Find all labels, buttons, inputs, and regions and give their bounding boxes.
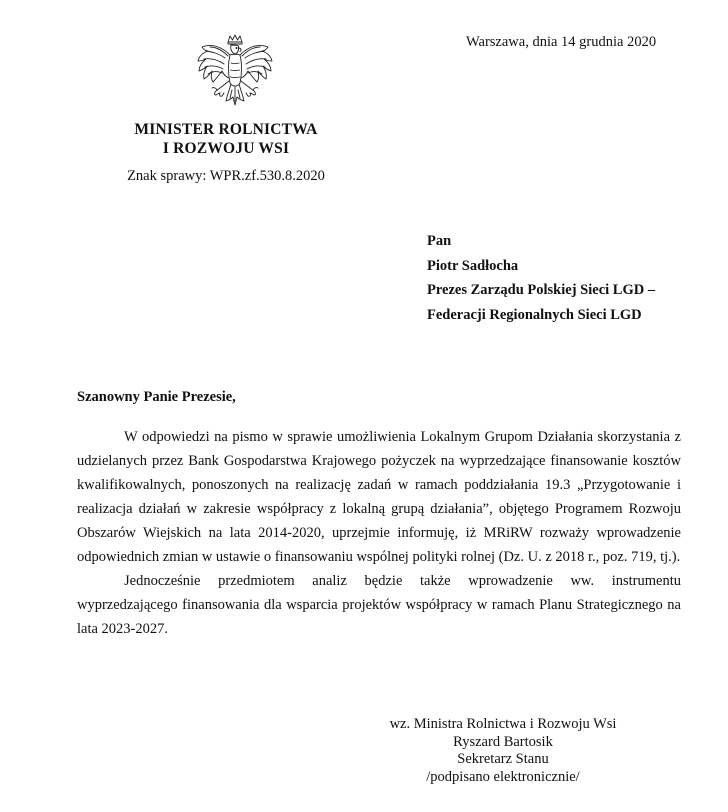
recipient-position: Prezes Zarządu Polskiej Sieci LGD –: [427, 282, 656, 299]
body-paragraph: W odpowiedzi na pismo w sprawie umożliwienia Lokalnym Grupom Działania skorzystania z udzielanych przez Bank Gospodarstwa Krajowego pożyczek na wyprzedzające finansowanie kosztów kwalifikowalnych, ponoszonych na realizację zadań w ramach poddziałania 19.3 „Przygotowanie i realizacja działań w zakresie współpracy z lokalną grupą działania”, objętego Programem Rozwoju Obszarów Wiejskich na lata 2014-2020, uprzejmie informuję, iż MRiRW rozważy wprowadzenie odpowiednich zmian w ustawie o finansowaniu wspólnej polityki rolnej (Dz. U. z 2018 r., poz. 719, tj.).: [77, 429, 681, 565]
recipient-name: Piotr Sadłocha: [427, 257, 519, 274]
signatory-name: Ryszard Bartosik: [453, 733, 553, 750]
signatory-position: Sekretarz Stanu: [457, 751, 549, 767]
salutation: Szanowny Panie Prezesie,: [77, 389, 236, 405]
ministry-name-line2: I ROZWOJU WSI: [162, 140, 290, 157]
place-and-date: Warszawa, dnia 14 grudnia 2020: [466, 34, 657, 50]
body-paragraph: Jednocześnie przedmiotem analiz będzie także wprowadzenie ww. instrumentu wyprzedzającego finansowania dla wsparcia projektów współpracy w ramach Planu Strategicznego na lata 2023-2027.: [77, 573, 681, 637]
recipient-organization: Federacji Regionalnych Sieci LGD: [427, 307, 642, 324]
letter-body: [77, 425, 681, 641]
signature-on-behalf: wz. Ministra Rolnictwa i Rozwoju Wsi: [389, 716, 617, 732]
recipient-address: [427, 229, 655, 328]
case-reference: Znak sprawy: WPR.zf.530.8.2020: [127, 168, 325, 184]
ministry-header: [100, 120, 352, 185]
electronic-signature-note: /podpisano elektronicznie/: [426, 768, 580, 785]
signature-block: [358, 716, 648, 786]
recipient-title: Pan: [427, 233, 452, 249]
ministry-name-line1: MINISTER ROLNICTWA: [134, 121, 318, 138]
polish-eagle-emblem-icon: [192, 33, 278, 119]
